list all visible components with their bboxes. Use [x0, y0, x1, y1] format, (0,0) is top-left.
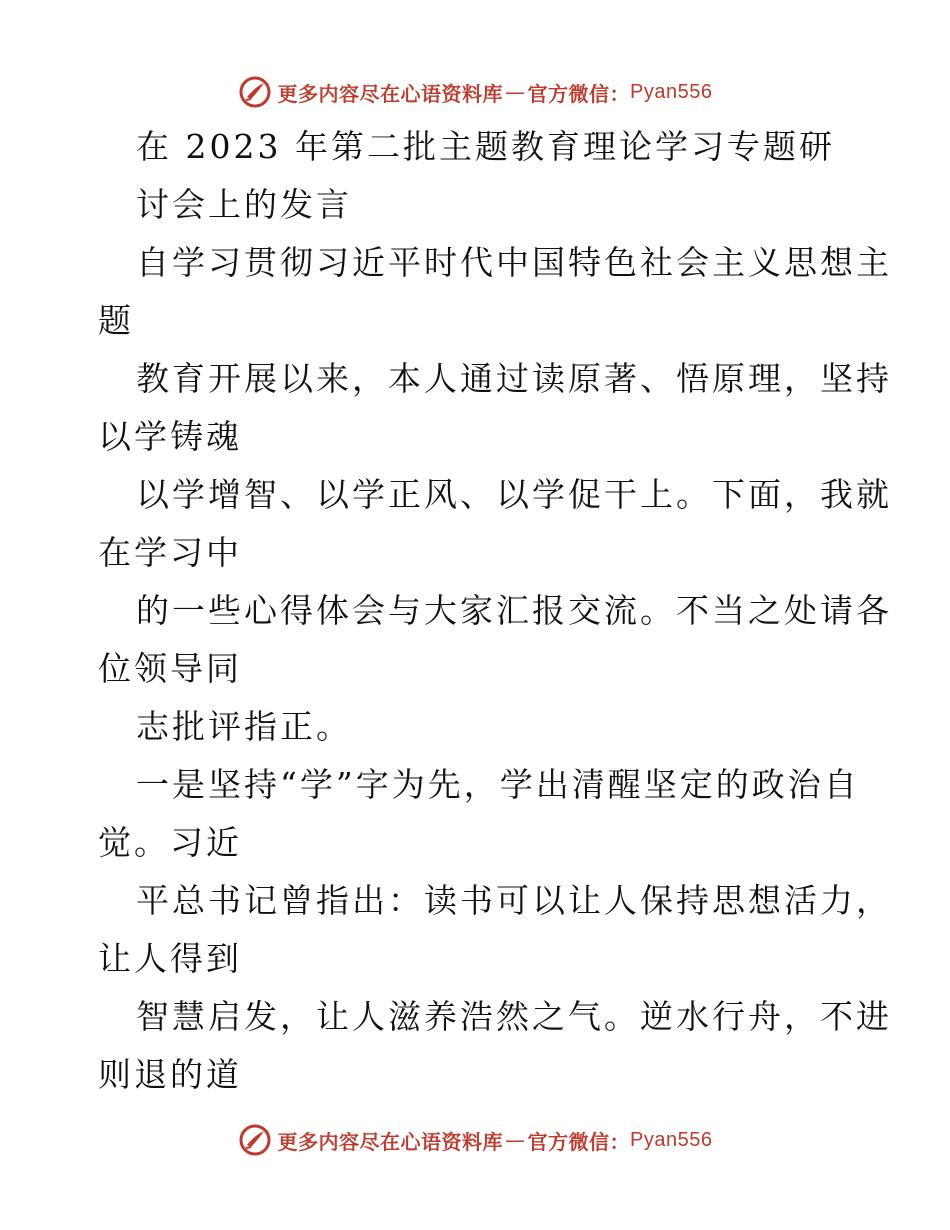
text-line: 以学铸魂: [98, 417, 242, 456]
text-line: 讨会上的发言: [136, 185, 352, 224]
text-line: 在学习中: [98, 533, 242, 572]
text-line: 觉。习近: [98, 823, 242, 862]
text-line: 智慧启发，让人滋养浩然之气。逆水行舟，不进: [136, 997, 892, 1036]
text-line: 自学习贯彻习近平时代中国特色社会主义思想主: [136, 243, 892, 282]
document-body: [98, 118, 892, 1104]
banner-text: 更多内容尽在心语资料库: [277, 81, 504, 106]
header-banner: [0, 72, 950, 112]
text-line: 则退的道: [98, 1055, 242, 1094]
text-line: 题: [98, 301, 134, 340]
text-line: 志批评指正。: [136, 707, 352, 746]
banner-label: 官方微信：: [527, 1129, 631, 1154]
wechat-id: Pyan556: [630, 80, 713, 103]
banner-dash: —: [505, 1128, 526, 1152]
banner-label: 官方微信：: [527, 81, 631, 106]
text-line: 一是坚持“学”字为先，学出清醒坚定的政治自: [136, 765, 860, 804]
book-quill-logo-icon: [238, 1123, 272, 1157]
text-line: 让人得到: [98, 939, 242, 978]
footer-banner: [0, 1120, 950, 1160]
text-line: 教育开展以来，本人通过读原著、悟原理，坚持: [136, 359, 892, 398]
wechat-id: Pyan556: [630, 1128, 713, 1151]
banner-text: 更多内容尽在心语资料库: [277, 1129, 504, 1154]
banner-dash: —: [505, 80, 526, 104]
text-line: 在 2023 年第二批主题教育理论学习专题研: [136, 127, 835, 166]
text-line: 以学增智、以学正风、以学促干上。下面，我就: [136, 475, 892, 514]
text-line: 位领导同: [98, 649, 242, 688]
book-quill-logo-icon: [238, 75, 272, 109]
text-line: 的一些心得体会与大家汇报交流。不当之处请各: [136, 591, 892, 630]
text-line: 平总书记曾指出：读书可以让人保持思想活力，: [136, 881, 892, 920]
